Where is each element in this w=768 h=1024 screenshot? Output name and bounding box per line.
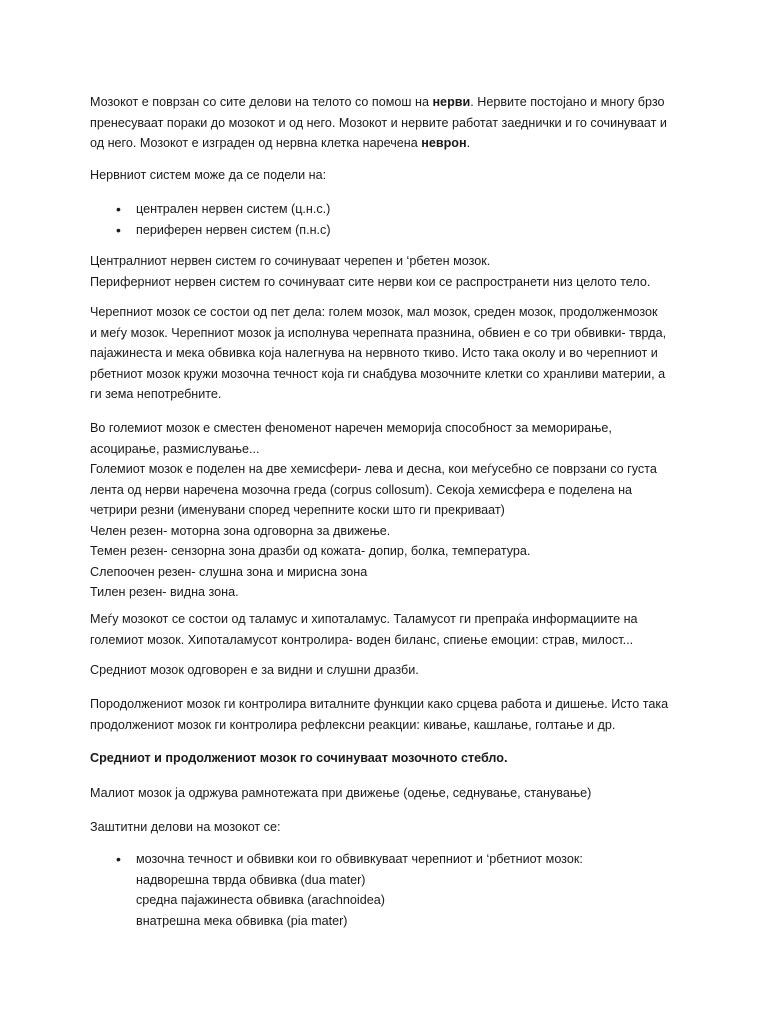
paragraph-nervous-system-division: Нервниот систем може да се подели на: [90,168,327,182]
bullet-icon: • [116,851,121,867]
paragraph-cranial-brain: Черепниот мозок се состои од пет дела: голем мозок, мал мозок, среден мозок, продолженмозок и меѓу мозок. Черепниот мозок ја исполнува черепната празнина, обвиен е со три обвивки- тврда, пајажинеста и мека обвивка која налегнува на нервното ткиво. Исто така околу и во черепниот и рбетниот мозок кружи мозочна течност која ги снабдува мозочните клетки со хранливи материи, а ги зема непотребните. [90,305,667,401]
bullet-icon: • [116,221,121,238]
intro-line-3: од него. Мозокот е изграден од нервна клетка наречена неврон. [90,136,471,150]
paragraph-midbrain: Средниот мозок одговорен е за видни и слушни дразби. [90,663,419,677]
paragraph-diencephalon: Меѓу мозокот се состои од таламус и хипоталамус. Таламусот ги препраќа информациите на големиот мозок. Хипоталамусот контролира- воден биланс, спиење емоции: страв, милост... [90,612,638,647]
list-item: • централен нервен систем (ц.н.с.) [90,199,690,220]
intro-line-2: пренесуваат пораки до мозокот и од него. Мозокот и нервите работат заеднички и го сочинуваат и [90,115,667,130]
paragraph-cerebellum: Малиот мозок ја одржува рамнотежата при движење (одење, седнување, станување) [90,786,592,800]
paragraph-central-peripheral: Централниот нервен систем го сочинуваат черепен и ‘рбетен мозок. Периферниот нервен систем го сочинуваат сите нерви кои се распространети низ целото тело. [90,254,651,289]
list-item: • периферен нервен систем (п.н.с) [90,220,690,241]
bullet-icon: • [116,201,121,217]
list-protective-parts [90,849,690,931]
paragraph-medulla: Породолжениот мозок ги контролира виталните функции како срцева работа и дишење. Исто така продолжениот мозок ги контролира рефлексни реакции: кивање, кашлање, голтање и др. [90,697,669,732]
list-nervous-systems [90,199,690,240]
paragraph-cerebrum: Во големиот мозок е сместен феноменот наречен меморија способност за меморирање, асоцирање, размислување... Големиот мозок е поделен на две хемисфери- лева и десна, кои меѓусебно се поврзани со густа лента од нерви наречена мозочна греда (corpus collosum). Секоја хемисфера е поделена на четрири резни (именувани според черепните коски што ги прекриваат) Челен резен- моторна зона одговорна за движење. Темен резен- сензорна зона дразби од кожата- допир, болка, температура. Слепоочен резен- слушна зона и мирисна зона Тилен резен- видна зона. [90,421,657,599]
bold-term-nerves: нерви [432,95,471,109]
list-item: • мозочна течност и обвивки кои го обвивкуваат черепниот и ‘рбетниот мозок: надворешна тврда обвивка (dua mater) средна пајажинеста обвивка (arachnoidea) внатрешна мека обвивка (pia mater) [116,851,583,928]
paragraph-intro [90,92,690,154]
bold-term-neuron: неврон [421,136,467,150]
paragraph-protective-parts: Заштитни делови на мозокот се: [90,820,281,834]
paragraph-brainstem: Средниот и продолжениот мозок го сочинуваат мозочното стебло. [90,751,508,765]
intro-line-1: Мозокот е поврзан со сите делови на телото со помош на нерви. Нервите постојано и многу брзо [90,95,665,109]
